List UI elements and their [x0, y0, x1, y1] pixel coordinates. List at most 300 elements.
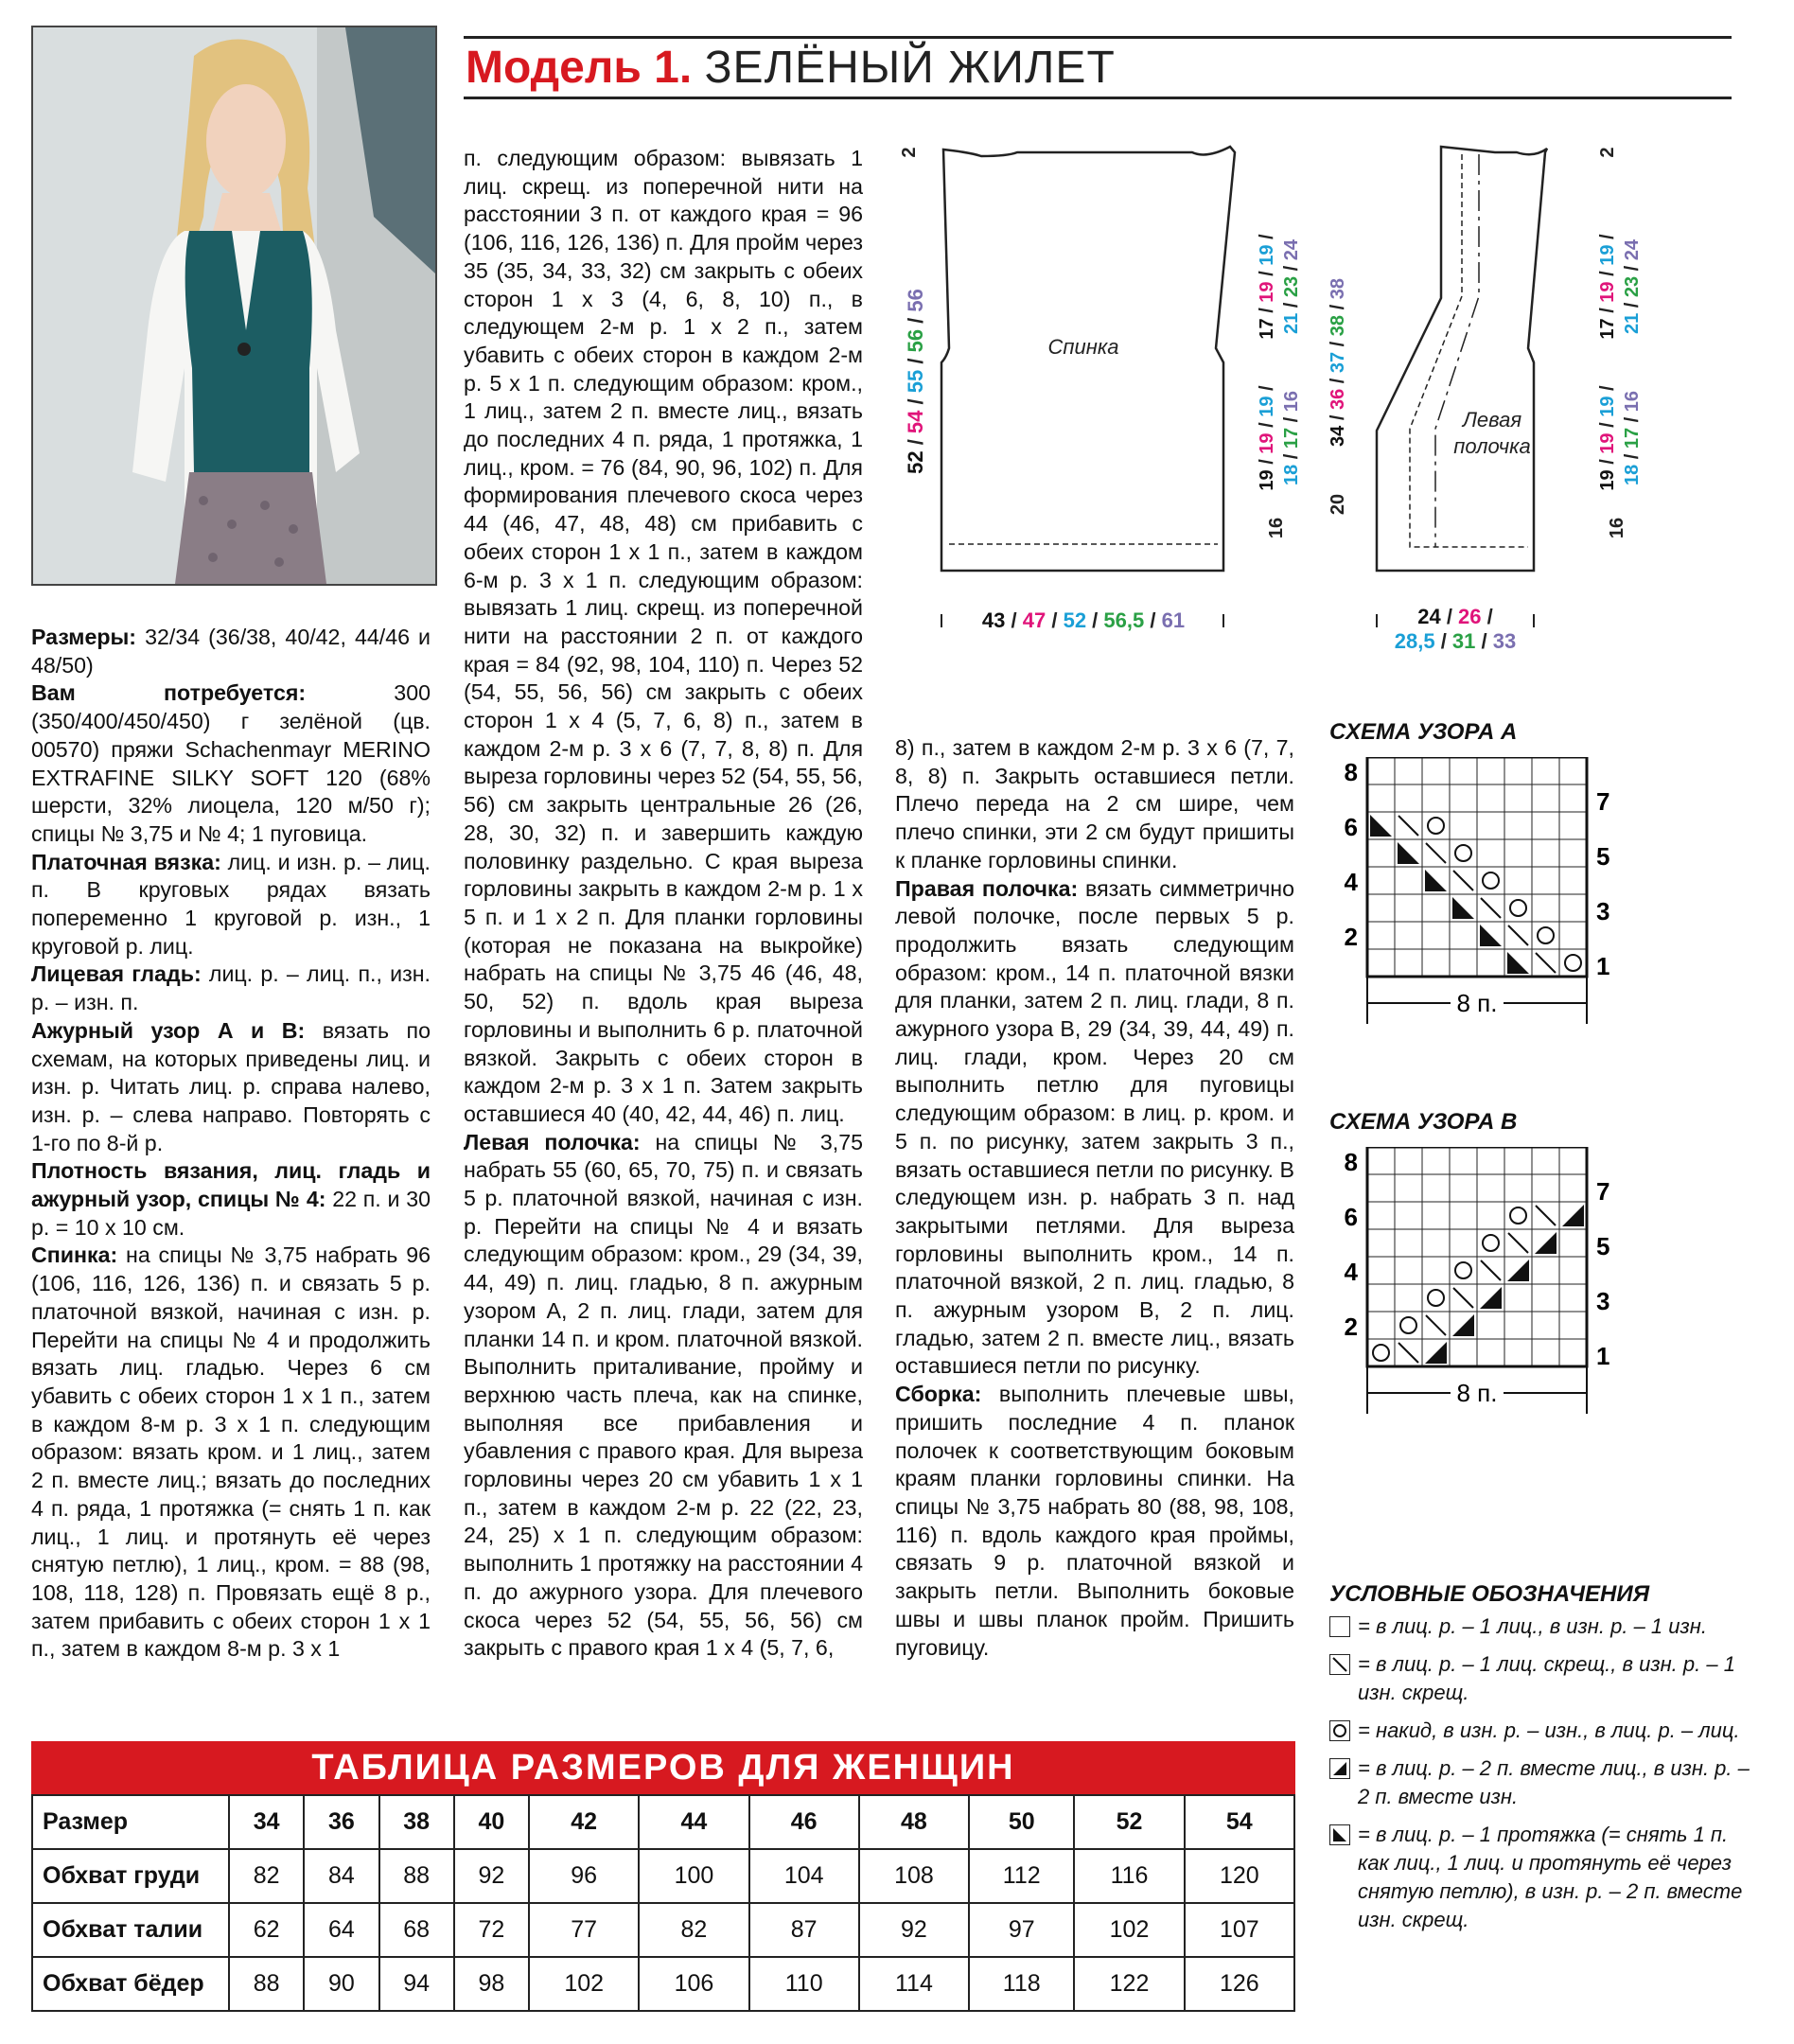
size-value: 52 [904, 450, 927, 474]
scheme-cell [1504, 1202, 1532, 1229]
scheme-cell [1559, 1174, 1587, 1202]
size-value: 55 [904, 369, 927, 394]
scheme-cell [1504, 784, 1532, 812]
scheme-cell [1395, 757, 1422, 784]
scheme-cell [1532, 839, 1559, 867]
row-number: 3 [1596, 1287, 1610, 1315]
triangle-right-square-icon [1329, 1758, 1350, 1779]
table-cell: 87 [749, 1903, 859, 1957]
size-value: 17 [1281, 427, 1302, 449]
table-cell: 34 [229, 1795, 304, 1849]
size-value: 17 [1622, 427, 1643, 449]
scheme-cell [1532, 922, 1559, 949]
scheme-cell [1477, 757, 1504, 784]
scheme-cell [1422, 922, 1450, 949]
armhole-depth-label [1257, 234, 1302, 340]
bottom-16-label: 16 [1266, 517, 1287, 539]
row-number: 1 [1596, 1342, 1610, 1370]
paragraph-heading: Левая полочка: [464, 1129, 641, 1154]
scheme-cell [1450, 784, 1477, 812]
size-value: 28,5 [1394, 629, 1435, 653]
size-value: 36 [1328, 388, 1348, 411]
table-cell: 98 [454, 1957, 529, 2011]
scheme-cell [1532, 757, 1559, 784]
scheme-cell [1367, 867, 1395, 894]
legend-text: = в лиц. р. – 2 п. вместе лиц., в изн. р. – 2 п. вместе изн. [1358, 1756, 1750, 1808]
legend-text: = в лиц. р. – 1 протяжка (= снять 1 п. как лиц., 1 лиц. и протянуть её через снятую петлю), в изн. р. – 2 п. вместе изн. скрещ. [1358, 1823, 1743, 1931]
scheme-cell [1450, 812, 1477, 839]
scheme-cell [1450, 1174, 1477, 1202]
paragraph-text: на спицы № 3,75 набрать 55 (60, 65, 70, 75) п. и связать 5 р. платочной вязкой, начиная с изн. р. Перейти на спицы № 4 и вязать следующим образом: кром., 29 (34, 39, 44, 49) п. лиц. гладью, 8 п. ажурным узором А, 2 п. лиц. глади, затем для планки 14 п. и кром. платочной вязкой. Выполнить приталивание, пройму и верхнюю часть плеча, как на спинке, выполняя все прибавления и убавления с правого края. Для выреза горловины через 20 см убавить 1 х 1 п., затем в каждом 2-м р. 22 (22, 23, 24, 25) х 1 п. следующим образом: выполнить 1 протяжку на расстоянии 4 п. до ажурного узора. Для плечевого скоса через 52 (54, 55, 56, 56) см закрыть с правого края 1 х 4 (5, 7, 6, [464, 1129, 863, 1661]
front-20-label: 20 [1328, 493, 1348, 516]
scheme-cell [1477, 1229, 1504, 1257]
scheme-cell [1450, 1202, 1477, 1229]
table-cell: 72 [454, 1903, 529, 1957]
size-value: 24 [1622, 238, 1643, 261]
scheme-cell [1532, 1257, 1559, 1284]
backslash-square-icon [1329, 1654, 1350, 1675]
paragraph [464, 145, 863, 1129]
mid-depth-right [1597, 385, 1643, 491]
legend-text: = в лиц. р. – 1 лиц. скрещ., в изн. р. – 1 изн. скрещ. [1358, 1652, 1735, 1704]
row-number: 5 [1596, 1232, 1610, 1260]
scheme-cell [1504, 867, 1532, 894]
size-value: 19 [1597, 281, 1618, 303]
size-value: 19 [1257, 244, 1277, 266]
row-number: 6 [1344, 1203, 1358, 1231]
paragraph [31, 679, 431, 848]
row-number: 8 [1344, 758, 1358, 786]
table-cell: 102 [529, 1957, 639, 2011]
table-cell: 108 [859, 1849, 969, 1903]
svg-text:17 / 19 / 19 /: 17 / 19 / 19 / [1597, 234, 1618, 340]
scheme-cell [1395, 1284, 1422, 1312]
scheme-cell [1532, 784, 1559, 812]
table-cell: 90 [304, 1957, 378, 2011]
scheme-cell [1532, 812, 1559, 839]
front-width-label-2: 28,5 / 31 / 33 [1394, 629, 1517, 653]
paragraph-text: вязать по схемам, на которых приведены лиц. и изн. р. Читать лиц. р. справа налево, изн. р. – слева направо. Повторять с 1-го по 8-й р. [31, 1017, 431, 1155]
table-row [32, 1795, 1294, 1849]
scheme-cell [1367, 757, 1395, 784]
size-value: 16 [1622, 390, 1643, 413]
legend-item [1329, 1754, 1755, 1811]
size-value: 47 [1022, 608, 1046, 632]
table-cell: 96 [529, 1849, 639, 1903]
row-number: 6 [1344, 813, 1358, 841]
size-value: 52 [1063, 608, 1087, 632]
paragraph-text: лиц. р. – лиц. п., изн. р. – изн. п. [31, 961, 431, 1015]
scheme-cell [1450, 839, 1477, 867]
scheme-cell [1422, 949, 1450, 977]
row-number: 2 [1344, 1313, 1358, 1341]
scheme-b [1329, 1147, 1651, 1431]
scheme-cell [1477, 1339, 1504, 1366]
size-value: 61 [1161, 608, 1186, 632]
table-cell: 68 [379, 1903, 454, 1957]
scheme-cell [1395, 894, 1422, 922]
scheme-cell [1532, 1339, 1559, 1366]
svg-text:52 / 54 / 55 / 56 / 56: 52 / 54 / 55 / 56 / 56 [904, 289, 927, 474]
scheme-cell [1422, 784, 1450, 812]
size-value: 19 [1597, 432, 1618, 454]
scheme-cell [1450, 1257, 1477, 1284]
size-value: 54 [904, 410, 927, 434]
paragraph-text: п. следующим образом: вывязать 1 лиц. скрещ. из поперечной нити на расстоянии 3 п. от каждого края = 96 (106, 116, 126, 136) п. Для пройм через 35 (35, 34, 33, 32) см закрыть с обеих сторон 1 х 3 (4, 6, 8, 10) п., в следующем 2-м р. 1 х 2 п., затем убавить с обеих сторон в каждом 2-м р. 5 х 1 п. следующим образом: кром., 1 лиц., затем 2 п. вместе лиц., вязать до последних 4 п. ряда, 1 протяжка, 1 лиц., кром. = 76 (84, 90, 96, 102) п. Для формирования плечевого скоса через 44 (46, 47, 48, 48) см прибавить с обеих сторон 1 х 1 п., затем в каждом 6-м р. 3 х 1 п. следующим образом: вывязать 1 лиц. скрещ. из поперечной нити на расстоянии 2 п. от каждого края = 84 (92, 98, 104, 110) п. Через 52 (54, 55, 56, 56) см закрыть с обеих сторон 1 х 4 (5, 7, 6, 8) п., затем в каждом 2-м р. 3 х 6 (7, 7, 8, 8) п. Для выреза горловины через 52 (54, 55, 56, 56) см закрыть центральные 26 (26, 28, 30, 32) п. и завершить каждую половинку раздельно. С края выреза горловины закрыть в каждом 2-м р. 1 х 5 п. и 1 х 2 п. Для планки горловины (которая не показана на выкройке) набрать на спицы № 3,75 46 (46, 48, 50, 52) п. вдоль края выреза горловины и выполнить 6 р. платочной вязкой. Закрыть с обеих сторон в каждом 2-м р. 3 х 1 п. Затем закрыть оставшиеся 40 (40, 42, 44, 46) п. лиц. [464, 146, 863, 1126]
svg-text:21 / 23 / 24: 21 / 23 / 24 [1622, 238, 1643, 335]
table-cell: 82 [229, 1849, 304, 1903]
scheme-cell [1450, 1339, 1477, 1366]
model-number: Модель 1 [466, 43, 679, 93]
front-label-2: полочка [1453, 434, 1531, 458]
size-value: 38 [1328, 314, 1348, 337]
size-value: 24 [1417, 605, 1441, 628]
scheme-cell [1532, 1312, 1559, 1339]
scheme-a [1329, 757, 1651, 1041]
table-cell: 40 [454, 1795, 529, 1849]
size-value: 34 [1328, 425, 1348, 447]
paragraph [31, 1157, 431, 1242]
size-value: 21 [1622, 312, 1643, 335]
scheme-b-title: СХЕМА УЗОРА В [1329, 1109, 1518, 1135]
size-table [31, 1741, 1295, 2021]
row-number: 8 [1344, 1148, 1358, 1176]
svg-text:18 / 17 / 16: 18 / 17 / 16 [1281, 390, 1302, 486]
table-row [32, 1957, 1294, 2011]
svg-text:19 / 19 / 19 /: 19 / 19 / 19 / [1597, 385, 1618, 491]
size-value: 23 [1622, 275, 1643, 298]
table-cell: 84 [304, 1849, 378, 1903]
legend-text: = накид, в изн. р. – изн., в лиц. р. – лиц. [1358, 1718, 1740, 1742]
table-cell: 44 [639, 1795, 748, 1849]
table-cell: 114 [859, 1957, 969, 2011]
row-number: 4 [1344, 868, 1358, 896]
legend-title: УСЛОВНЫЕ ОБОЗНАЧЕНИЯ [1329, 1581, 1650, 1607]
svg-text:17 / 19 / 19 /: 17 / 19 / 19 / [1257, 234, 1277, 340]
row-label: Обхват бёдер [32, 1957, 229, 2011]
scheme-cell [1395, 1202, 1422, 1229]
svg-text:18 / 17 / 16: 18 / 17 / 16 [1622, 390, 1643, 486]
size-value: 18 [1622, 464, 1643, 486]
scheme-cell [1395, 784, 1422, 812]
scheme-cell [1559, 922, 1587, 949]
size-value: 19 [1597, 469, 1618, 491]
scheme-cell [1422, 894, 1450, 922]
scheme-cell [1367, 1257, 1395, 1284]
scheme-cell [1367, 1229, 1395, 1257]
paragraph-heading: Размеры: [31, 625, 137, 649]
scheme-cell [1504, 1284, 1532, 1312]
armhole-depth-right [1597, 234, 1643, 340]
row-label: Обхват талии [32, 1903, 229, 1957]
row-number: 3 [1596, 897, 1610, 925]
scheme-cell [1559, 1312, 1587, 1339]
title-rule-bottom [464, 97, 1732, 99]
size-value: 19 [1597, 396, 1618, 417]
size-value: 56 [904, 328, 927, 353]
svg-text:19 / 19 / 19 /: 19 / 19 / 19 / [1257, 385, 1277, 491]
scheme-cell [1395, 1257, 1422, 1284]
row-number: 4 [1344, 1258, 1358, 1286]
scheme-cell [1367, 1312, 1395, 1339]
scheme-cell [1504, 1174, 1532, 1202]
paragraph [31, 960, 431, 1016]
scheme-cell [1422, 1284, 1450, 1312]
table-cell: 42 [529, 1795, 639, 1849]
title-rule-top [464, 36, 1732, 39]
table-cell: 94 [379, 1957, 454, 2011]
scheme-cell [1395, 1174, 1422, 1202]
scheme-cell [1559, 894, 1587, 922]
scheme-cell [1559, 784, 1587, 812]
scheme-cell [1477, 1174, 1504, 1202]
size-value: 56,5 [1103, 608, 1145, 632]
scheme-cell [1367, 784, 1395, 812]
empty-square-icon [1329, 1616, 1350, 1637]
size-value: 19 [1257, 469, 1277, 491]
table-cell: 120 [1185, 1849, 1294, 1903]
scheme-cell [1450, 922, 1477, 949]
paragraph [31, 1017, 431, 1158]
table-cell: 118 [969, 1957, 1074, 2011]
scheme-cell [1422, 1174, 1450, 1202]
scheme-cell [1367, 1202, 1395, 1229]
title-dot: . [678, 43, 693, 93]
table-cell: 104 [749, 1849, 859, 1903]
paragraph-text: 22 п. и 30 р. = 10 х 10 см. [31, 1187, 431, 1240]
scheme-cell [1559, 1339, 1587, 1366]
scheme-cell [1422, 1229, 1450, 1257]
scheme-cell [1450, 1147, 1477, 1174]
scheme-cell [1532, 867, 1559, 894]
paragraph-heading: Ажурный узор А и В: [31, 1017, 306, 1043]
size-value: 19 [1257, 432, 1277, 454]
scheme-cell [1532, 1147, 1559, 1174]
table-cell: 77 [529, 1903, 639, 1957]
scheme-cell [1559, 1229, 1587, 1257]
size-value: 31 [1451, 629, 1476, 653]
model-name: ЗЕЛЁНЫЙ ЖИЛЕТ [704, 43, 1116, 93]
scheme-cell [1450, 757, 1477, 784]
scheme-cell [1477, 1147, 1504, 1174]
svg-text:34 / 36 / 37 / 38 / 38: 34 / 36 / 37 / 38 / 38 [1328, 278, 1348, 447]
scheme-cell [1504, 1147, 1532, 1174]
table-cell: 52 [1074, 1795, 1184, 1849]
scheme-a-title: СХЕМА УЗОРА А [1329, 719, 1518, 745]
table-cell: 100 [639, 1849, 748, 1903]
row-number: 7 [1596, 1177, 1610, 1206]
scheme-cell [1367, 1147, 1395, 1174]
scheme-cell [1477, 1312, 1504, 1339]
row-label: Размер [32, 1795, 229, 1849]
paragraph-text: 300 (350/400/450/450) г зелёной (цв. 00570) пряжи Schachenmayr MERINO EXTRAFINE SILKY SOFT 120 (68% шерсти, 32% лиоцела, 120 м/50 г); спицы № 3,75 и № 4; 1 пуговица. [31, 680, 431, 846]
table-cell: 97 [969, 1903, 1074, 1957]
table-cell: 54 [1185, 1795, 1294, 1849]
paragraph [895, 1381, 1294, 1662]
size-table-title: ТАБЛИЦА РАЗМЕРОВ ДЛЯ ЖЕНЩИН [31, 1741, 1295, 1794]
scheme-cell [1477, 867, 1504, 894]
table-cell: 46 [749, 1795, 859, 1849]
table-cell: 64 [304, 1903, 378, 1957]
size-value: 19 [1257, 281, 1277, 303]
paragraph-heading: Вам потребуется: [31, 680, 307, 706]
bottom-16-right: 16 [1607, 517, 1627, 539]
svg-text:21 / 23 / 24: 21 / 23 / 24 [1281, 238, 1302, 335]
row-number: 7 [1596, 787, 1610, 816]
paragraph-heading: Платочная вязка: [31, 849, 221, 874]
pattern-diagram [894, 126, 1746, 665]
scheme-cell [1395, 949, 1422, 977]
scheme-cell [1477, 839, 1504, 867]
table-cell: 36 [304, 1795, 378, 1849]
paragraph-text: вязать симметрично левой полочке, после первых 5 р. продолжить вязать следующим образом: кром., 14 п. платочной вязки для планки, затем 2 п. лиц. глади, 8 п. ажурного узора В, 29 (34, 39, 44, 49) п. лиц. глади, кром. Через 20 см выполнить петлю для пуговицы следующим образом: в лиц. р. кром. и 5 п. по рисунку, затем закрыть 3 п., вязать оставшиеся петли по рисунку. В следующем изн. р. набрать 3 п. над закрытыми петлями. Для выреза горловины выполнить кром., 14 п. платочной вязкой, 2 п. лиц. гладью, 8 п. ажурным узором В, 2 п. лиц. гладью, затем 2 п. вместе лиц., вязать оставшиеся петли по рисунку. [895, 875, 1294, 1379]
table-cell: 107 [1185, 1903, 1294, 1957]
scheme-cell [1504, 894, 1532, 922]
paragraph-heading: Плотность вязания, лиц. гладь и ажурный узор, спицы № 4: [31, 1158, 431, 1212]
size-value: 23 [1281, 275, 1302, 298]
row-number: 2 [1344, 923, 1358, 951]
top-2-left: 2 [899, 147, 920, 158]
scheme-cell [1450, 949, 1477, 977]
scheme-cell [1450, 1229, 1477, 1257]
scheme-cell [1504, 839, 1532, 867]
size-value: 37 [1328, 351, 1348, 374]
scheme-width-label: 8 п. [1456, 1379, 1498, 1407]
legend-text: = в лиц. р. – 1 лиц., в изн. р. – 1 изн. [1358, 1614, 1707, 1638]
paragraph-heading: Сборка: [895, 1382, 982, 1407]
scheme-cell [1504, 1339, 1532, 1366]
paragraph-heading: Лицевая гладь: [31, 961, 202, 987]
scheme-cell [1367, 1284, 1395, 1312]
paragraph [31, 849, 431, 961]
top-2-right: 2 [1597, 147, 1618, 158]
scheme-cell [1477, 1202, 1504, 1229]
table-row [32, 1903, 1294, 1957]
table-cell: 102 [1074, 1903, 1184, 1957]
table-cell: 82 [639, 1903, 748, 1957]
size-table-grid [31, 1794, 1295, 2012]
scheme-cell [1504, 812, 1532, 839]
front-label-1: Левая [1462, 408, 1522, 432]
row-label: Обхват груди [32, 1849, 229, 1903]
table-cell: 92 [454, 1849, 529, 1903]
scheme-cell [1367, 839, 1395, 867]
size-value: 24 [1281, 238, 1302, 261]
table-cell: 106 [639, 1957, 748, 2011]
legend-item [1329, 1612, 1755, 1641]
scheme-cell [1395, 867, 1422, 894]
legend-item [1329, 1650, 1755, 1707]
mid-depth-label [1257, 385, 1302, 491]
scheme-cell [1532, 1284, 1559, 1312]
paragraph-heading: Правая полочка: [895, 875, 1079, 901]
paragraph-text: лиц. и изн. р. – лиц. п. В круговых рядах вязать попеременно 1 круговой р. изн., 1 круговой р. лиц. [31, 849, 431, 959]
table-cell: 112 [969, 1849, 1074, 1903]
back-label: Спинка [1047, 335, 1119, 359]
scheme-cell [1395, 1229, 1422, 1257]
table-cell: 88 [229, 1957, 304, 2011]
size-value: 18 [1281, 464, 1302, 486]
table-row [32, 1849, 1294, 1903]
legend [1329, 1580, 1755, 1944]
scheme-cell [1504, 757, 1532, 784]
paragraph-text: выполнить плечевые швы, пришить последние 4 п. планок полочек к соответствующим боковым краям планки горловины спинки. На спицы № 3,75 набрать 80 (88, 98, 108, 116) п. вдоль каждого края проймы, связать 9 р. платочной вязкой и закрыть петли. Выполнить боковые швы и швы планок пройм. Пришить пуговицу. [895, 1382, 1294, 1660]
scheme-cell [1422, 1147, 1450, 1174]
scheme-cell [1532, 1174, 1559, 1202]
scheme-cell [1559, 757, 1587, 784]
table-cell: 116 [1074, 1849, 1184, 1903]
size-value: 16 [1281, 390, 1302, 413]
front-band-line [1410, 154, 1528, 547]
row-number: 1 [1596, 952, 1610, 980]
table-cell: 92 [859, 1903, 969, 1957]
title-bar [464, 28, 1732, 100]
size-value: 56 [904, 289, 927, 312]
size-value: 19 [1257, 396, 1277, 417]
row-number: 5 [1596, 842, 1610, 871]
text-column-2 [464, 145, 863, 1663]
scheme-cell [1367, 949, 1395, 977]
size-value: 38 [1328, 278, 1348, 300]
table-cell: 88 [379, 1849, 454, 1903]
scheme-cell [1422, 757, 1450, 784]
scheme-cell [1422, 1202, 1450, 1229]
size-value: 17 [1257, 318, 1277, 340]
scheme-cell [1367, 1174, 1395, 1202]
paragraph [895, 734, 1294, 875]
paragraph-text: 32/34 (36/38, 40/42, 44/46 и 48/50) [31, 625, 431, 678]
scheme-cell [1559, 1147, 1587, 1174]
paragraph [31, 1242, 431, 1664]
scheme-width-label: 8 п. [1456, 989, 1498, 1017]
front-outline [1377, 147, 1547, 571]
scheme-cell [1559, 949, 1587, 977]
scheme-cell [1367, 922, 1395, 949]
paragraph [895, 875, 1294, 1382]
table-cell: 126 [1185, 1957, 1294, 2011]
back-outline [941, 147, 1235, 571]
paragraph [31, 624, 431, 679]
size-value: 21 [1281, 312, 1302, 335]
scheme-cell [1367, 1339, 1395, 1366]
table-cell: 48 [859, 1795, 969, 1849]
scheme-cell [1559, 867, 1587, 894]
scheme-cell [1559, 839, 1587, 867]
back-width-label: 43 / 47 / 52 / 56,5 / 61 [981, 608, 1186, 632]
model-photo [31, 26, 437, 586]
table-cell: 50 [969, 1795, 1074, 1849]
scheme-cell [1422, 1257, 1450, 1284]
size-value: 26 [1458, 605, 1482, 628]
table-cell: 38 [379, 1795, 454, 1849]
scheme-cell [1477, 949, 1504, 977]
front-width-label-1: 24 / 26 / [1417, 605, 1493, 628]
scheme-cell [1504, 1312, 1532, 1339]
size-value: 43 [981, 608, 1006, 632]
triangle-left-square-icon [1329, 1824, 1350, 1845]
table-cell: 122 [1074, 1957, 1184, 2011]
scheme-cell [1395, 922, 1422, 949]
scheme-cell [1559, 1284, 1587, 1312]
scheme-cell [1422, 812, 1450, 839]
table-cell: 62 [229, 1903, 304, 1957]
scheme-cell [1367, 894, 1395, 922]
paragraph-text: 8) п., затем в каждом 2-м р. 3 х 6 (7, 7, 8, 8) п. Закрыть оставшиеся петли. Плечо переда на 2 см шире, чем плечо спинки, эти 2 см будут пришиты к планке горловины спинки. [895, 735, 1294, 872]
paragraph-text: на спицы № 3,75 набрать 96 (106, 116, 126, 136) п. и связать 5 р. платочной вязкой, начиная с изн. р. Перейти на спицы № 4 и продолжить вязать лиц. гладью. Через 6 см убавить с обеих сторон 1 х 1 п., затем в каждом 8-м р. 3 х 1 п. следующим образом: вязать кром. и 1 лиц., затем 2 п. вместе лиц.; вязать до последних 4 п. ряда, 1 протяжка (= снять 1 п. как лиц., 1 лиц. и протянуть её через снятую петлю), 1 лиц., кром. = 88 (98, 108, 118, 128) п. Провязать ещё 8 р., затем прибавить с обеих сторон 1 х 1 п., затем в каждом 8-м р. 3 х 1 [31, 1242, 431, 1662]
paragraph-heading: Спинка: [31, 1242, 118, 1268]
scheme-cell [1477, 812, 1504, 839]
text-column-3 [895, 734, 1294, 1662]
